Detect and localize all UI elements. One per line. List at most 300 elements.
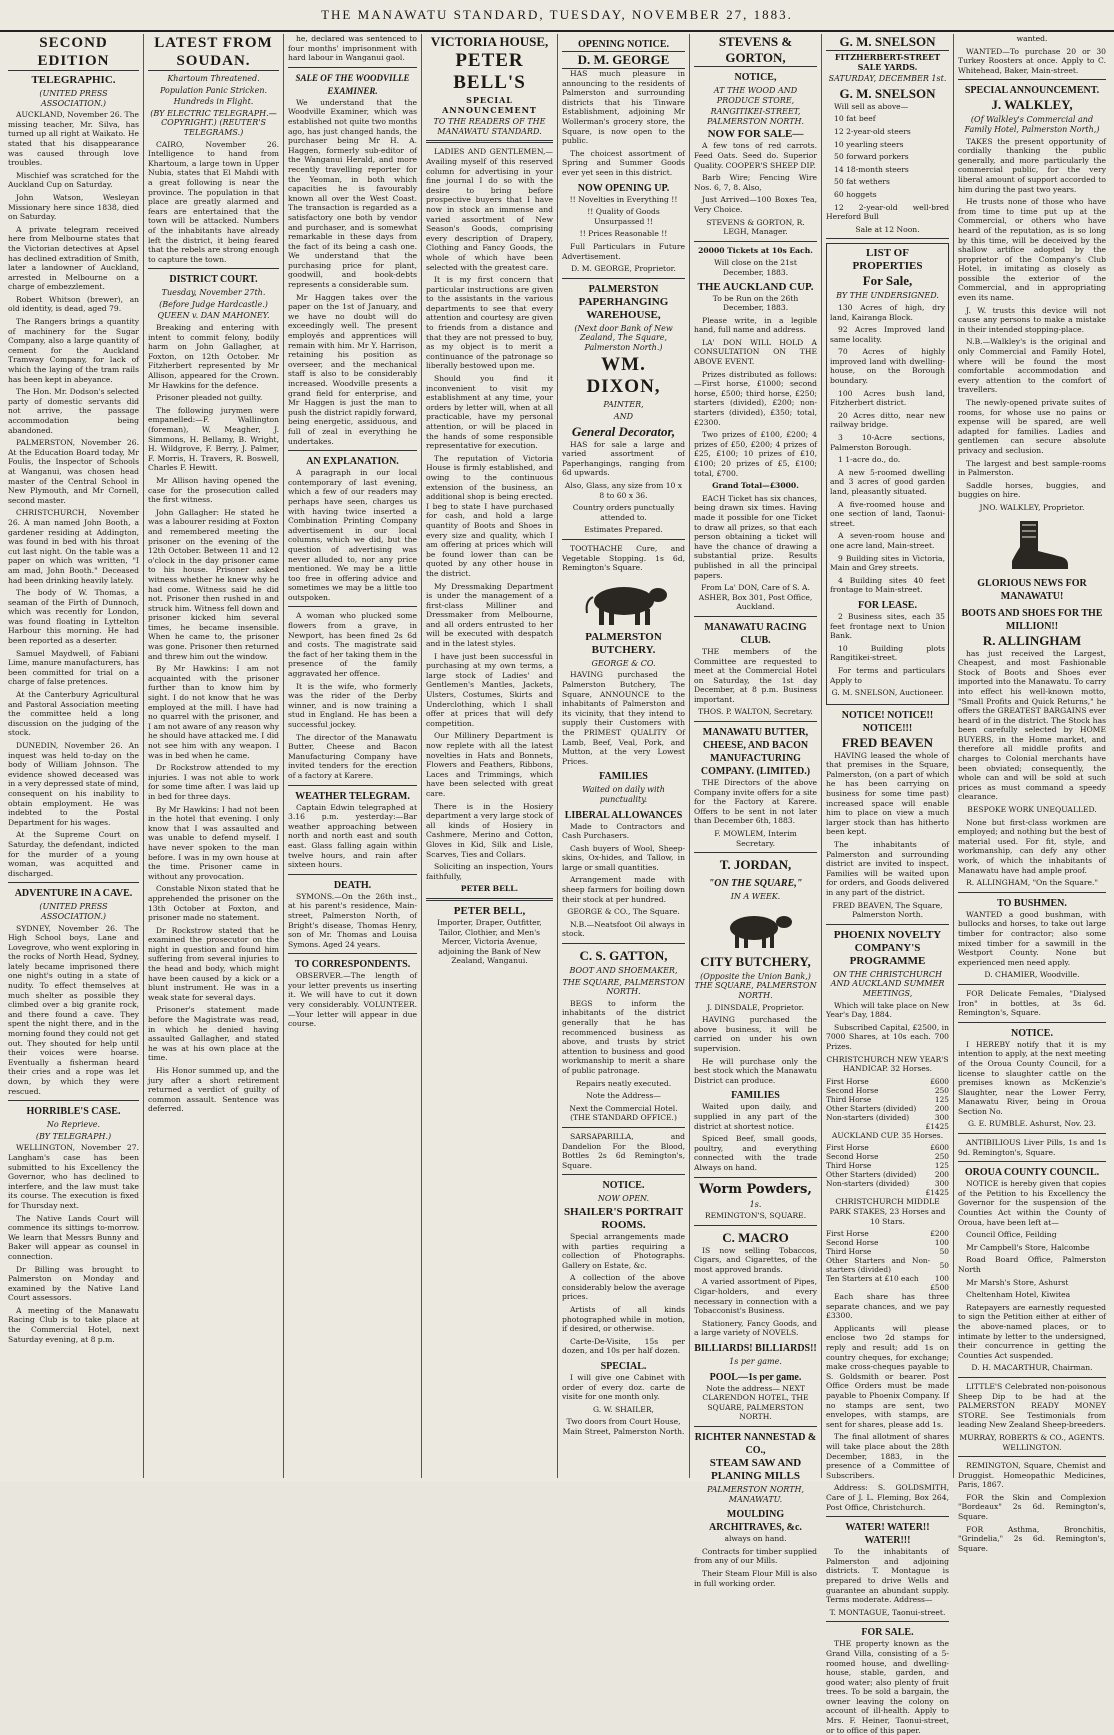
ad-signature: T. MONTAGUE, Taonui-street. — [829, 1607, 946, 1617]
ad-paragraph: The final allotment of shares will take place about the 28th December, 1883, in the presence of a Committee of Subscribers. — [826, 1432, 949, 1480]
table-row — [826, 1283, 949, 1292]
ad-heading: THE AUCKLAND CUP. — [697, 280, 814, 293]
article-paragraph: DUNEDIN, November 26. An inquest was held to-day on the body of William Johnson. The evidence showed deceased was in a very depressed state of mind, consequent on his inability to obtain employment. He was indebted to the Postal Department for his wages. — [8, 741, 139, 827]
ad-subtitle: TO THE READERS OF THE MANAWATU STANDARD. — [433, 117, 546, 136]
ad-paragraph: LITTLE'S Celebrated non-poisonous Sheep Dip to be had at the PALMERSTON READY MONEY STORE. See Testimonials from leading New Zealand Sheep-breeders. — [958, 1381, 1106, 1430]
divider — [288, 67, 417, 68]
ad-subtitle: SATURDAY, DECEMBER 1st. — [828, 74, 947, 84]
headline: AN EXPLANATION. — [306, 456, 399, 468]
ad-paragraph: The inhabitants of Palmerston and surrounding district are invited to inspect. Families will be waited upon for orders, and Goods delivered in any part of the district. — [826, 840, 949, 897]
divider — [426, 140, 553, 143]
ad-subtitle: ON THE CHRISTCHURCH AND AUCKLAND SUMMER MEETINGS, — [830, 969, 945, 998]
subheadline: (Before Judge Hardcastle.) — [159, 299, 268, 309]
byline: (UNITED PRESS ASSOCIATION.) — [39, 89, 108, 108]
ad-heading: FOR SALE. — [861, 1627, 914, 1639]
divider — [958, 892, 1106, 893]
table-row — [826, 1247, 949, 1256]
table-row — [826, 1152, 949, 1161]
table-cell: Third Horse — [826, 1247, 872, 1257]
ad-paragraph: THE members of the Committee are requested to meet at the Commercial Hotel on Saturday, the 1st day December, at 8 p.m. Business important. — [694, 646, 817, 704]
divider — [562, 943, 685, 944]
ad-line: Note the Address— — [586, 1091, 661, 1101]
ad-paragraph: NOTICE is hereby given that copies of the Petition to his Excellency the Governor for the suspension of the Counties Act within the County of Oroua, have been left at— — [958, 1179, 1106, 1227]
ad-signature: D. H. MACARTHUR, Chairman. — [971, 1363, 1093, 1373]
article-paragraph: By Mr Hawkins: I had not been in the hotel that evening. I only know that I was assaulted and was unable to defend myself. I have never spoken to the man before. I was in my own house at the time. Prisoner came in without any provocation. — [148, 804, 279, 881]
article-paragraph: A paragraph in our local contemporary of last evening, which a few of our readers may perhaps have seen, charges us with having twice inserted a Combination Printing Company advertisement in our local columns, which we did, but the question of advertising was never alluded to, nor any price mentioned. We may be a little too free in offering advice and sometimes we may be a little too outspoken. — [288, 468, 417, 602]
ox-icon — [579, 577, 669, 627]
divider — [288, 785, 417, 786]
headline: DISTRICT COURT. — [169, 274, 258, 286]
ad-paragraph: Spiced Beef, small goods, poultry, and everything connected with the trade Always on hand. — [694, 1134, 817, 1172]
ad-subtitle: (Of Walkley's Commercial and Family Hotel, Palmerston North,) — [964, 115, 1100, 134]
ad-line: Will close on the 21st December, 1883. — [714, 258, 797, 277]
article-paragraph: Dr Rockstrow stated that he examined the prosecutor on the night in question and found him suffering from several injuries to the head and body, which might have been caused by a kick or a blunt instrument. He was in a weak state for several days. — [148, 925, 279, 1002]
ad-paragraph: The newly-opened private suites of rooms, for whose use no pains or expense will be spared, are well adapted for families. Ladies and gentlemen can secure absolute privacy and seclusion. — [958, 398, 1106, 455]
section-title: LATEST FROM SOUDAN. — [148, 34, 279, 71]
article-paragraph: Mr Haggen takes over the paper on the 1st of January, and we have no doubt will do exceedingly well. The present employés and apprentices will remain with him. Mr Y. Harrison, retaining his position as overseer, and the mechanical staff is also to be considerably increased. Woodville presents a grand field for enterprise, and Mr Haggen is just the man to push the district rapidly forward, being energetic, assiduous, and full of zeal in everything he undertakes. — [288, 292, 417, 446]
table-cell: 300 — [934, 1112, 949, 1122]
divider — [8, 882, 139, 883]
ad-heading: NOTICE. — [602, 1180, 645, 1192]
ad-paragraph: HAS much pleasure in announcing to the residents of Palmerston and surrounding districts that his Tinware Establishment, adjoining Mr Wollerman's grocery store, the Square, is now open to the public. — [562, 69, 685, 146]
list-item: A seven-room house and one acre land, Main-street. — [830, 531, 945, 550]
ad-heading: FAMILIES — [599, 771, 648, 783]
list-item: 14 18-month steers — [834, 164, 909, 174]
ad-signature: G. E. RUMBLE. Ashurst, Nov. 23. — [968, 1119, 1096, 1129]
article-paragraph: AUCKLAND, November 26. The missing teacher, Mr. Silva, has turned up all right at Waikato. He stated that his disappearance was caused through love troubles. — [8, 110, 139, 168]
ad-paragraph: Each share has three separate chances, and we pay £3300. — [826, 1292, 949, 1321]
ad-name: G. M. SNELSON — [826, 34, 949, 51]
table-cell: 200 — [934, 1103, 949, 1113]
ad-paragraph: SARSAPARILLA, and Dandelion For the Blood, Bottles 2s 6d Remington's, Square. — [562, 1131, 685, 1170]
table-row — [826, 1161, 949, 1170]
table-cell — [826, 1283, 930, 1292]
ad-heading: NOW FOR SALE— — [707, 128, 804, 141]
section-subtitle: TELEGRAPHIC. — [31, 74, 116, 86]
divider — [694, 616, 817, 617]
ad-paragraph: The choicest assortment of Spring and Summer Goods ever yet seen in this district. — [562, 148, 685, 177]
case-title: QUEEN v. DAN MAHONEY. — [157, 311, 270, 321]
byline: (UNITED PRESS ASSOCIATION.) — [39, 902, 108, 921]
article-paragraph: OBSERVER.—The length of your letter prevents us inserting it. We will have to cut it down very considerably. VOLUNTEER.—Your letter will appear in due course. — [288, 971, 417, 1029]
table-row — [826, 1170, 949, 1179]
ad-paragraph: TOOTHACHE Cure, and Vegetable Stopping. 1s 6d, Remington's Square. — [562, 544, 685, 573]
divider — [694, 852, 817, 853]
ad-line: !! Quality of Goods Unsurpassed !! — [587, 207, 660, 226]
table-row — [826, 1086, 949, 1095]
ad-paragraph: Applicants will please enclose two 2d stamps for reply and result; add 1s on country cheques, for exchange; make cross-cheques payable to S. Goldsmith or bearer. Post Office Orders must be made payable to Phoenix Company. If no stamps are sent, two envelopes, with stamps, are sent for shares, please add 1s. — [826, 1323, 949, 1429]
ad-paragraph: TAKES the present opportunity of cordially thanking the public generally, and more particularly the commercial public, for the very liberal amount of support accorded to him during the past two years. — [958, 136, 1106, 194]
ad-heading: LIBERAL ALLOWANCES — [564, 809, 683, 821]
divider — [694, 1426, 817, 1427]
ad-subtitle: PAINTER, — [603, 400, 644, 410]
ad-paragraph: Soliciting an inspection, Yours faithfully, — [426, 862, 553, 881]
divider — [826, 238, 949, 239]
ad-subtitle: FITZHERBERT-STREET SALE YARDS. — [834, 52, 941, 72]
ad-paragraph: ANTIBILIOUS Liver Pills, 1s and 1s 9d. Remington's, Square. — [958, 1138, 1106, 1157]
table-cell: 50 — [939, 1260, 949, 1270]
article-paragraph: At the Canterbury Agricultural and Pastoral Association meeting the committee held a long discussion on the judging of the stock. — [8, 690, 139, 738]
ad-paragraph: FOR the Skin and Complexion "Bordeaux" 2s 6d. Remington's, Square. — [958, 1492, 1106, 1522]
table-cell: 100 — [934, 1238, 949, 1248]
ad-line: Repairs neatly executed. — [575, 1078, 672, 1088]
ad-paragraph: Arrangement made with sheep farmers for boiling down their stock at per hundred. — [562, 875, 685, 904]
ad-paragraph: Please write, in a legible hand, full name and address. — [694, 315, 817, 335]
subheadline: Tuesday, November 27th. — [161, 288, 266, 298]
ad-name: Worm Powders, — [699, 1181, 812, 1197]
ad-paragraph: Should you find it inconvenient to visit my establishment at any time, your orders by letter will, when at all practicable, have my personal attention, or will be placed in the hands of some responsible representative for execution. — [426, 374, 553, 451]
ad-paragraph: Cash buyers of Wool, Sheep-skins, Ox-hides, and Tallow, in large or small quantities. — [562, 843, 685, 872]
ad-paragraph: BEGS to inform the inhabitants of the district generally that he has recommenced business as above, and trusts by strict attention to business and good workmanship to merit a share of public patronage. — [562, 998, 685, 1075]
ad-line: To be Run on the 26th December, 1883. — [712, 293, 799, 313]
ad-paragraph: Made to Contractors and Cash Purchasers. — [562, 821, 685, 841]
ad-paragraph: WANTED a good bushman, with bullocks and horses, to take out large timber for contractor; also some mixed timber for a sawmill in the Westport County. None but experienced men need apply. — [958, 909, 1106, 967]
article-paragraph: Mr Allison having opened the case for the prosecution called the first witness. — [148, 475, 279, 505]
ad-line: !! Novelties in Everything !! — [569, 194, 678, 204]
ad-signature: PETER BELL. — [460, 884, 519, 894]
ad-paragraph: Saddle horses, buggies, and buggies on hire. — [958, 480, 1106, 500]
ad-paragraph: Stationery, Fancy Goods, and a large variety of NOVELS. — [694, 1318, 817, 1338]
ad-signature: JNO. WALKLEY, Proprietor. — [979, 502, 1085, 512]
article-paragraph: Dr Rockstrow attended to my injuries. I was not able to work for some time after. I was laid up in bed for three days. — [148, 763, 279, 801]
divider — [694, 721, 817, 722]
divider — [694, 241, 817, 242]
divider — [958, 1377, 1106, 1378]
list-item: 12 2-year-old steers — [834, 126, 911, 136]
ad-line: Next the Commercial Hotel. (THE STANDARD OFFICE.) — [569, 1103, 678, 1123]
ad-paragraph: THE property known as the Grand Villa, consisting of a 5-roomed house, and dwelling-house, stable, garden, and good water; also plenty of fruit trees. To be sold a bargain, the owner leaving the colony on account of ill-health. Apply to Mrs. F. Heiner, Taonui-street, or to office of this paper. — [826, 1639, 949, 1735]
article-paragraph: PALMERSTON, November 26. At the Education Board today, Mr Foulis, the Inspector of Schools at Wanganui, was chosen head master of the Central School in New Plymouth, and Mr Cornell, second master. — [8, 438, 139, 505]
article-paragraph: By Mr Hawkins: I am not acquainted with the prisoner further than to know him by sight. I do not know that he was employed at the mill. I have had no quarrel with the prisoner, and I am not aware of any reason why he should have attacked me. I did not see him with any weapon. I was in bed when he came. — [148, 664, 279, 760]
divider — [958, 1022, 1106, 1023]
article-paragraph: Breaking and entering with intent to commit felony, bodily harm on John Gallagher, at Foxton, on 12th October. Mr Fitzherbert represented by Mr Allison, appeared for the Crown. Mr Hawkins for the defence. — [148, 323, 279, 390]
headline: TO CORRESPONDENTS. — [294, 959, 411, 971]
ad-paragraph: has just received the Largest, Cheapest, and most Fashionable Stock of Boots and Shoes ever imported into the Manawatu. To carry into effect his well-known motto, "Small Profits and Quick Returns," he offers the GREATEST BARGAINS ever heard of in the district. The Stock has been carefully selected by HOME BUYERS, in the Home market, and therefore all middle profits and charges to Colonial merchants have been obviated; consequently, the whole can and will be sold at such prices as must command a speedy clearance. — [958, 648, 1106, 802]
ad-name: C. MACRO — [722, 1229, 789, 1245]
list-item: Mr Campbell's Store, Halcombe — [966, 1242, 1090, 1252]
article-paragraph: SYMONS.—On the 26th inst., at his parent's residence, Main-street, Palmerston North, of Bright's disease, Thomas Henry, son of Mr. Thomas and Louisa Symons. Aged 24 years. — [288, 891, 417, 949]
table-cell: Ten Starters at £10 each — [826, 1274, 919, 1284]
ad-paragraph: I HEREBY notify that it is my intention to apply, at the next meeting of the Oroua County Council, for a license to slaughter cattle on the premises known as McKenzie's Slaughter, near the Lower Ferry, Manawatu River, being in Oroua Section No. — [958, 1039, 1106, 1116]
ad-line: Country orders punctually attended to. — [572, 503, 675, 522]
ad-name: T. JORDAN, — [719, 857, 792, 873]
ad-paragraph: Waited upon daily, and supplied in any part of the district at shortest notice. — [694, 1102, 817, 1131]
ad-paragraph: HAVING purchased the Palmerston Butchery, The Square, ANNOUNCE to the inhabitants of Palmerston and its vicinity, that they intend to supply their Customers with the PRIMEST QUALITY Of Lamb, Beef, Veal, Pork, and Mutton, at the very Lowest Prices. — [562, 670, 685, 766]
ad-heading: BILLIARDS! BILLIARDS!! — [694, 1343, 817, 1355]
ad-signature: G. M. SNELSON, Auctioneer. — [831, 688, 944, 698]
columns — [4, 34, 1110, 1735]
ad-paragraph: He will purchase only the best stock which the Manawatu District can produce. — [694, 1056, 817, 1085]
headline: WEATHER TELEGRAM. — [295, 790, 410, 802]
column-6 — [690, 34, 822, 1588]
headline: HORRIBLE'S CASE. — [26, 1106, 121, 1118]
list-item: 10 yearling steers — [834, 139, 904, 149]
divider — [826, 1621, 949, 1622]
ad-line: !! Prices Reasonable !! — [579, 229, 668, 239]
ad-line: wanted. — [1016, 34, 1048, 43]
ad-paragraph: FOR Delicate Females, "Dialysed Iron" in bottles, at 3s 6d. Remington's, Square. — [958, 988, 1106, 1018]
ad-paragraph: My Dressmaking Department is under the management of a first-class Milliner and Dressmaker from Melbourne, and all orders entrusted to her will be executed with despatch and in the latest styles. — [426, 581, 553, 649]
ad-paragraph: None but first-class workmen are employed; and nothing but the best of material used. For fit, style, and workmanship, can defy any other work, of which the inhabitants of Manawatu have had ample proof. — [958, 817, 1106, 875]
article-paragraph: Constable Nixon stated that he apprehended the prisoner on the 13th October at Foxton, and prisoner made no statement. — [148, 884, 279, 923]
list-item: 2 Business sites, each 35 feet frontage next to Union Bank. — [830, 611, 945, 641]
subheadline: Khartoum Threatened. — [167, 74, 260, 83]
table-row — [826, 1143, 949, 1152]
ad-heading: LIST OF PROPERTIES — [852, 247, 923, 273]
divider — [288, 953, 417, 954]
ad-name: PETER BELL'S — [453, 50, 526, 93]
ad-signature: R. ALLINGHAM, "On the Square." — [966, 878, 1098, 888]
column-1 — [4, 34, 144, 1478]
ad-heading: FAMILIES — [731, 1090, 780, 1102]
divider — [8, 1100, 139, 1101]
headline: ADVENTURE IN A CAVE. — [14, 888, 133, 900]
ad-subtitle: (Next door Bank of New Zealand, The Square, Palmerston North.) — [574, 323, 673, 352]
ad-signature: GEORGE & CO., The Square. — [567, 907, 680, 917]
table-row — [826, 1229, 949, 1238]
table-cell: 250 — [934, 1085, 949, 1095]
ad-paragraph: A varied assortment of Pipes, Cigar-holders, and every necessary in connection with a Tobacconist's Business. — [694, 1277, 817, 1316]
prize-table — [826, 1229, 949, 1292]
prize-table — [826, 1143, 949, 1197]
ad-line: From La' DON, Care of S. A. ASHER, Box 301, Post Office, Auckland. — [698, 583, 813, 612]
table-cell: 125 — [934, 1161, 949, 1171]
ad-heading: MANAWATU RACING CLUB. — [704, 621, 807, 646]
table-cell — [826, 1122, 924, 1131]
ad-heading: PAPERHANGING WAREHOUSE, — [578, 295, 669, 321]
subheadline: Hundreds in Flight. — [173, 97, 254, 107]
table-cell: £1425 — [925, 1121, 949, 1131]
ad-signature: MURRAY, ROBERTS & CO., AGENTS. WELLINGTON. — [959, 1432, 1105, 1452]
ad-paragraph: HAVING purchased the above business, it will be carried on under his own supervision. — [694, 1015, 817, 1053]
ad-paragraph: LADIES AND GENTLEMEN,— Availing myself of this reserved column for advertising in your fine journal I do so with the desire to bring before prospective buyers that I have now in stock an immense and varied assortment of New Season's Goods, comprising every description of Drapery, Clothing and Fancy Goods, the whole of which have been selected with the greatest care. — [426, 147, 553, 272]
divider — [562, 539, 685, 540]
headline: DEATH. — [333, 879, 372, 891]
table-cell: £200 — [930, 1229, 949, 1239]
list-item: 60 hoggets — [834, 189, 877, 199]
article-paragraph: The Hon. Mr. Dodson's selected party of domestic servants did not arrive, the passage accommodation being abandoned. — [8, 387, 139, 435]
table-cell — [826, 1188, 924, 1197]
ad-line: BESPOKE WORK UNEQUALLED. — [967, 805, 1097, 815]
ad-heading: NOTICE. — [1011, 1027, 1053, 1039]
ad-paragraph: Artists of all kinds photographed while in motion, if desired, or otherwise. — [562, 1305, 685, 1334]
byline: (BY TELEGRAPH.) — [35, 1131, 112, 1141]
ad-paragraph: Barb Wire; Fencing Wire Nos. 6, 7, 8. Also, — [694, 173, 817, 192]
article-paragraph: Prisoner pleaded not guilty. — [156, 393, 263, 403]
column-4 — [422, 34, 558, 1478]
table-cell: First Horse — [826, 1076, 869, 1086]
table-row — [826, 1256, 949, 1274]
ad-heading: FOR LEASE. — [858, 599, 917, 611]
article-paragraph: The Rangers brings a quantity of machinery for the Sugar Company, also a large quantity of cement for the Auckland Tramway Company, for lack of which the laying of the tram rails has been kept in abeyance. — [8, 317, 139, 384]
table-row — [826, 1113, 949, 1122]
ad-paragraph: Two prizes of £100, £200; 4 prizes of £50, £200; 4 prizes of £25, £100; 10 prizes of £10, £100; 20 prizes of £5, £100; total, £700. — [694, 430, 817, 478]
list-item: 70 Acres of highly improved land with dwelling-house, on the Borough boundary. — [830, 347, 945, 386]
column-5 — [558, 34, 690, 1478]
article-paragraph: CAIRO, November 26. Intelligence to hand from Khartoum, a large town in Upper Nubia, states that El Mahdi with a great following is near the province. The population in that place are greatly alarmed and fears are entertained that the town will be attacked. Numbers of the inhabitants have already left the district, it being feared that the rebels are strong enough to capture the town. — [148, 139, 279, 264]
article-paragraph: Mischief was scratched for the Auckland Cup on Saturday. — [8, 170, 139, 190]
ad-heading: PHOENIX NOVELTY COMPANY'S PROGRAMME — [833, 928, 942, 967]
list-item: 50 fat wethers — [834, 177, 890, 187]
ad-paragraph: It is my first concern that particular instructions are given to the assistants in the various departments to see that every attention and courtesy are given to friends from a distance and that they are not pressed to buy, as my object is to merit a continuance of the patronage so liberally bestowed upon me. — [426, 275, 553, 371]
divider — [958, 1161, 1106, 1162]
ad-heading: For Sale, — [862, 273, 913, 289]
ad-heading: NOW OPENING UP. — [577, 182, 670, 194]
table-cell: Non-starters (divided) — [826, 1112, 910, 1122]
article-paragraph: he, declared was sentenced to four months' imprisonment with hard labour in Wanganui gaol. — [288, 34, 417, 63]
ad-title: VICTORIA HOUSE, — [430, 34, 549, 49]
table-cell: £600 — [930, 1076, 949, 1086]
ad-paragraph: Subscribed Capital, £2500, in 7000 Shares, at 10s each. 700 Prizes. — [826, 1022, 949, 1051]
ad-name: G. M. SNELSON — [839, 85, 936, 101]
list-item: 92 Acres Improved land same locality. — [830, 325, 945, 344]
article-paragraph: Prisoner's statement made before the Magistrate was read, in which he denied having assaulted Gallagher, and stated he was at his own place at the time. — [148, 1005, 279, 1063]
ad-subtitle: IN A WEEK. — [730, 892, 781, 902]
ad-paragraph: Carte-De-Visite, 15s per dozen, and 10s per half dozen. — [562, 1336, 685, 1356]
table-cell: 125 — [934, 1094, 949, 1104]
ad-line: REMINGTON'S, SQUARE. — [704, 1211, 807, 1221]
table-cell: 50 — [939, 1247, 949, 1257]
article-paragraph: His Honor summed up, and the jury after a short retirement returned a verdict of guilty of common assault. Sentence was deferred. — [148, 1066, 279, 1114]
ad-line: CHRISTCHURCH MIDDLE PARK STAKES, 23 Horses and 10 Stars. — [829, 1197, 946, 1226]
ad-paragraph: J. W. trusts this device will not cause any persons to make a mistake in their intended stopping-place. — [958, 305, 1106, 334]
list-item: A five-roomed house and one section of land, Taonui-street. — [830, 499, 945, 528]
article-paragraph: CHRISTCHURCH, November 26. A man named John Booth, a gardener residing at Addington, was found in bed with his throat cut last night. On the table was a paper on which was written, "I am mad, John Booth." Deceased had been drinking heavily lately. — [8, 508, 139, 585]
table-row — [826, 1274, 949, 1283]
table-cell: 100 — [934, 1274, 949, 1284]
ad-paragraph: THE Directors of the above Company invite offers for a site for the Factory at Karere. Offers to be sent in not later than December 6th, 1883. — [694, 778, 817, 826]
ad-paragraph: I will give one Cabinet with order of every doz. carte de visite for one month only. — [562, 1373, 685, 1402]
ad-heading: OROUA COUNTY COUNCIL. — [964, 1167, 1100, 1179]
list-item: Cheltenham Hotel, Kiwitea — [966, 1290, 1071, 1300]
column-7 — [822, 34, 954, 1735]
ad-paragraph: A few tons of red carrots. Feed Oats. Seed do. Superior Quality. COOPER'S SHEEP DIP. — [694, 141, 817, 170]
ad-paragraph: A collection of the above considerably below the average prices. — [562, 1273, 685, 1302]
boot-icon — [992, 517, 1072, 573]
list-item: 1 1-acre do., do. — [838, 455, 901, 465]
divider — [694, 1177, 817, 1178]
ad-paragraph: The largest and best sample-rooms in Palmerston. — [958, 458, 1106, 478]
ad-paragraph: Will sell as above— — [834, 101, 909, 111]
ad-subtitle: (Opposite the Union Bank,) THE SQUARE, PALMERSTON NORTH. — [694, 971, 817, 1000]
ad-subtitle: AND — [613, 412, 634, 422]
article-paragraph: A meeting of the Manawatu Racing Club is to take place at the Commercial Hotel, next Saturday evening, at 8 p.m. — [8, 1305, 139, 1344]
table-cell: Third Horse — [826, 1161, 872, 1171]
list-item: 20 Acres ditto, near new railway bridge. — [830, 410, 945, 430]
article-paragraph: Dr Billing was brought to Palmerston on Monday and examined by the Native Land Court assessors. — [8, 1264, 139, 1303]
article-paragraph: At the Supreme Court on Saturday, the defendant, indicted for the murder of a young woman, was acquitted and discharged. — [8, 830, 139, 878]
divider — [562, 1127, 685, 1128]
ad-heading: STEAM SAW AND PLANING MILLS — [709, 1457, 802, 1482]
ad-heading: "ON THE SQUARE," — [708, 878, 803, 890]
divider — [148, 268, 279, 269]
ad-paragraph: Importer, Draper, Outfitter, Tailor, Clothier, and Men's Mercer, Victoria Avenue, adjoining the Bank of New Zealand, Wanganui. — [437, 917, 542, 966]
ad-heading: NOTICE! NOTICE!! NOTICE!!! — [841, 709, 934, 734]
ad-title: OPENING NOTICE. — [577, 39, 670, 50]
divider — [288, 450, 417, 451]
list-item: 10 fat beef — [834, 114, 876, 124]
ad-name: FRED BEAVEN — [841, 734, 934, 750]
ad-name: R. ALLINGHAM — [982, 632, 1082, 648]
ad-line: Estimates Prepared. — [584, 525, 663, 535]
ad-paragraph: REMINGTON, Square, Chemist and Druggist. Homeopathic Medicines, Paris, 1867. — [958, 1461, 1106, 1490]
ad-heading: SPECIAL. — [600, 1361, 647, 1373]
article-paragraph: The director of the Manawatu Butter, Cheese and Bacon Manufacturing Company have invited tenders for the erection of a factory at Karere. — [288, 732, 417, 780]
ad-paragraph: HAVING leased the whole of that premises in the Square, Palmerston, (on a part of which he has been carrying on business for some time past) increased space will enable him to place on view a much larger stock than has hitherto been kept. — [826, 750, 949, 837]
prize-table — [826, 1077, 949, 1131]
divider — [826, 924, 949, 925]
ad-paragraph: N.B.—Neatsfoot Oil always in stock. — [562, 919, 685, 939]
list-item: 130 Acres of high, dry land, Kairanga Block. — [830, 302, 945, 322]
ad-paragraph: He trusts none of those who have from time to time put up at the Commercial, or others who have heard of the reputation, as is so long by this time, will be deceived by the shallow artifice adopted by the proprietor of the Company's Club Hotel, in imitating as closely as possible the exterior of the Commercial, and in appropriating even its name. — [958, 197, 1106, 303]
column-2 — [144, 34, 284, 1478]
divider — [288, 606, 417, 607]
ad-name: J. WALKLEY, — [991, 97, 1073, 113]
divider — [694, 1225, 817, 1226]
ad-name: WM. DIXON, — [586, 354, 661, 398]
ad-subtitle: NOW OPEN. — [597, 1194, 650, 1204]
divider — [826, 1516, 949, 1517]
ad-paragraph: Contracts for timber supplied from any of our Mills. — [694, 1546, 817, 1566]
table-cell: First Horse — [826, 1229, 869, 1239]
ad-name: D. M. GEORGE — [562, 51, 685, 69]
article-paragraph: The following jurymen were empanelled:—F. Wallington (foreman), W. Meagher, J. Simmons, H. Bellamy, B. Wright, H. Wildgrove, F. Berry, J. Palmer, F. Morris, H. Travers, R. Boswell, Charles F. Hewitt. — [148, 405, 279, 473]
table-cell: 300 — [934, 1179, 949, 1189]
ad-line: Sale at 12 Noon. — [855, 224, 920, 234]
ad-name: STEVENS & GORTON, — [694, 34, 817, 67]
ad-paragraph: HAS for sale a large and varied assortment of Paperhangings, ranging from 6d upwards. — [562, 439, 685, 478]
ad-heading: General Decorator, — [571, 423, 676, 439]
table-row — [826, 1077, 949, 1086]
ad-heading: PALMERSTON — [588, 283, 659, 295]
ad-paragraph: Ratepayers are earnestly requested to sign the Petition either at either of the above-named places, or to intimate by letter to the undersigned, their concurrence in getting the Counties Act suspended. — [958, 1302, 1106, 1360]
article-paragraph: It is the wife, who formerly was the rider of the Derby winner, and is now training a stud in England. He has been a successful jockey. — [288, 681, 417, 729]
ad-paragraph: Address: S. GOLDSMITH, Care of J. L. Fleming, Box 264, Post Office, Christchurch. — [826, 1483, 949, 1512]
ad-signature: STEVENS & GORTON, R. LEGH, Manager. — [706, 217, 805, 237]
list-item: 100 Acres bush land, Fitzherbert district. — [830, 388, 945, 408]
ad-paragraph: FOR Asthma, Bronchitis, "Grindelia," 2s 6d. Remington's, Square. — [958, 1524, 1106, 1553]
ad-subtitle: PALMERSTON NORTH, MANAWATU. — [706, 1485, 804, 1504]
table-row — [826, 1238, 949, 1247]
table-cell: Other Starters and Non-starters (divided) — [826, 1256, 931, 1275]
headline: SALE OF THE WOODVILLE EXAMINER. — [295, 72, 410, 96]
ad-line: Note the address— NEXT CLARENDON HOTEL, THE SQUARE, PALMERSTON NORTH. — [702, 1383, 809, 1422]
ad-subtitle: BOOT AND SHOEMAKER, — [569, 966, 678, 976]
table-cell: Third Horse — [826, 1094, 872, 1104]
ad-signature: D. CHAMIER, Woodville. — [984, 970, 1080, 980]
article-paragraph: The body of W. Thomas, a seaman of the Firth of Dunnoch, which was recently for London, was found floating in Lyttelton Harbour this morning. He had been reported as a deserter. — [8, 588, 139, 646]
ad-subtitle: 1s per game. — [729, 1357, 782, 1367]
article-paragraph: Robert Whitson (brewer), an old identity, is dead, aged 79. — [8, 294, 139, 314]
ad-subtitle: BY THE UNDERSIGNED. — [836, 291, 939, 301]
ad-paragraph: EACH Ticket has six chances, being drawn six times. Having made it possible for one Ticket to draw all prizes, so that each person obtaining a ticket will have the chance of drawing a substantial prize. Results published in all the principal papers. — [694, 493, 817, 580]
ad-paragraph: To the inhabitants of Palmerston and adjoining districts. T. Montague is prepared to drive Wells and guarantee an abundant supply. Terms moderate. Address— — [826, 1547, 949, 1605]
table-row — [826, 1122, 949, 1131]
ad-name: CITY BUTCHERY, — [700, 953, 811, 969]
ad-paragraph: Their Steam Flour Mill is also in full working order. — [694, 1568, 817, 1588]
table-cell: Non-starters (divided) — [826, 1179, 910, 1189]
ad-paragraph: For terms and particulars Apply to — [830, 665, 945, 685]
column-8 — [954, 34, 1110, 1553]
ad-heading: POOL—1s per game. — [709, 1371, 802, 1383]
byline: (BY ELECTRIC TELEGRAPH.—COPYRIGHT.) (REUTER'S TELEGRAMS.) — [150, 108, 277, 137]
table-cell: Second Horse — [826, 1085, 879, 1095]
table-cell: Second Horse — [826, 1152, 879, 1162]
divider — [288, 874, 417, 875]
ad-signature: D. M. GEORGE, Proprietor. — [571, 264, 676, 274]
table-cell: Second Horse — [826, 1238, 879, 1248]
ad-heading: GLORIOUS NEWS FOR MANAWATU! — [977, 577, 1087, 602]
